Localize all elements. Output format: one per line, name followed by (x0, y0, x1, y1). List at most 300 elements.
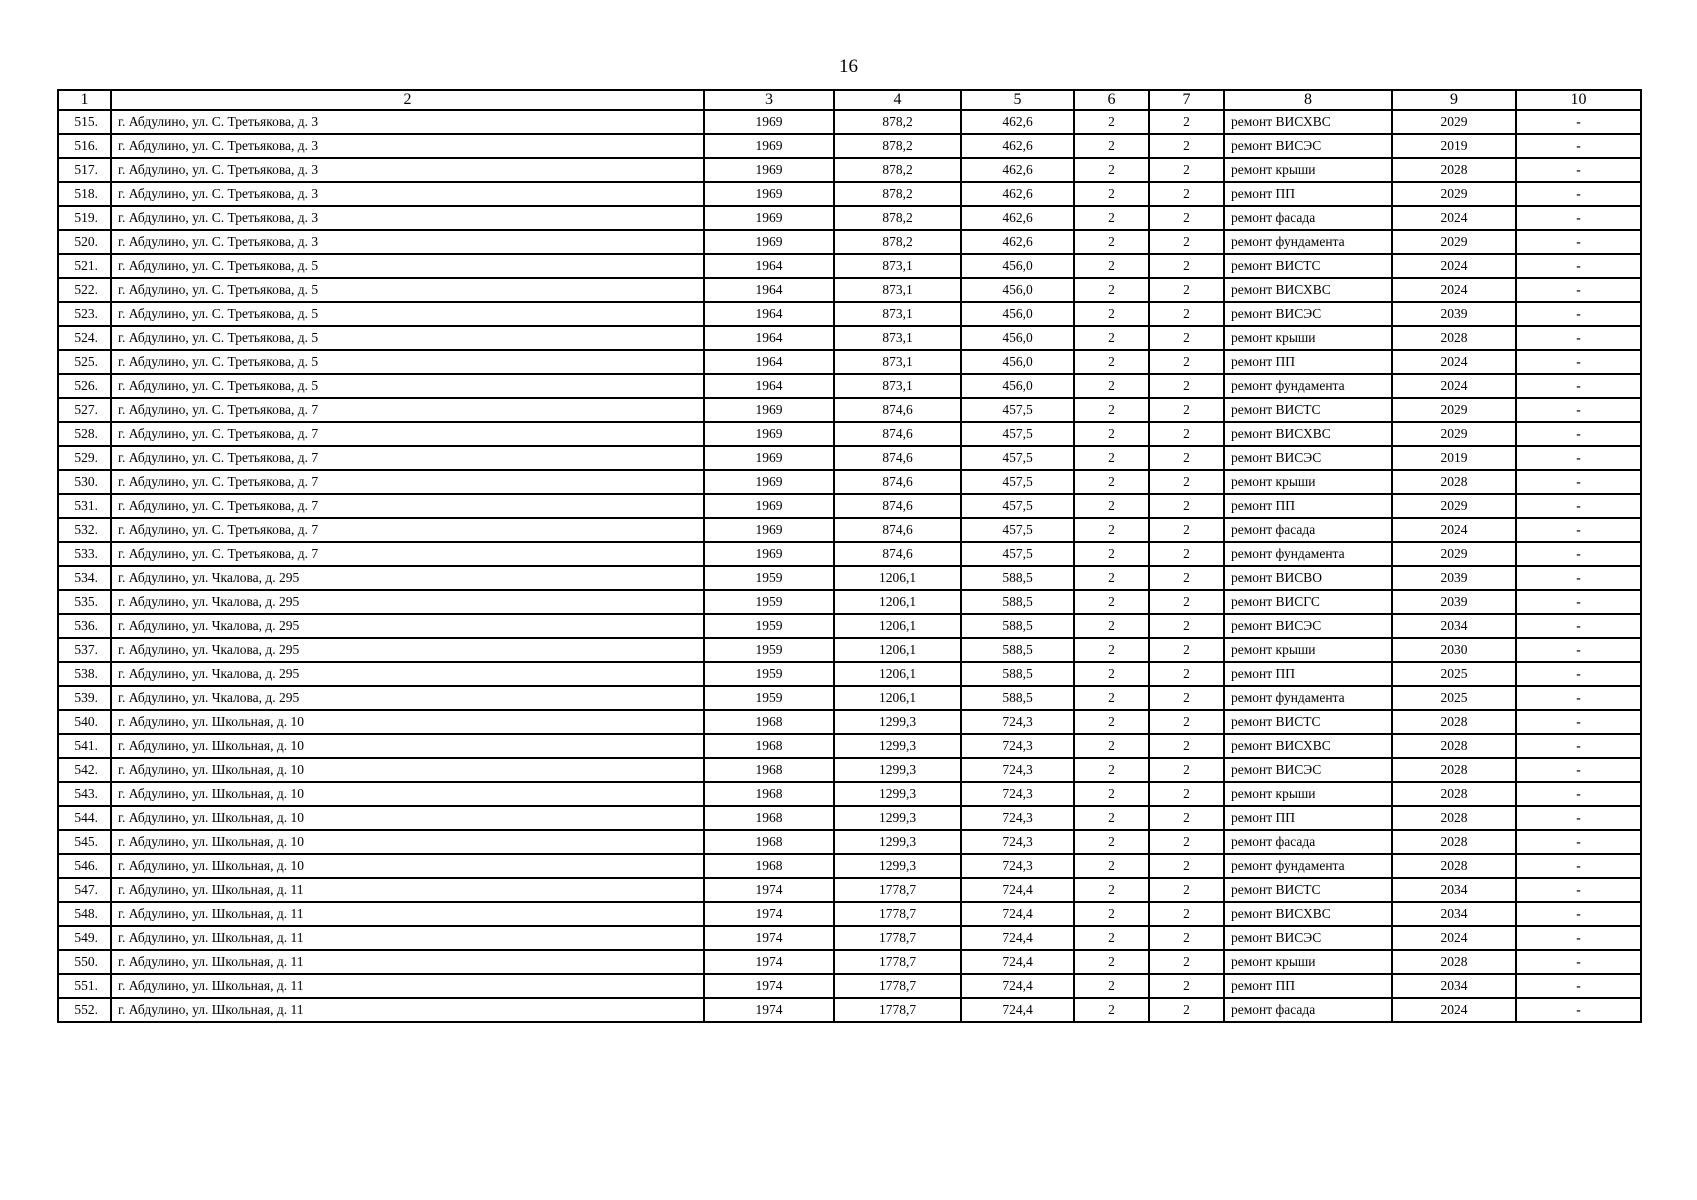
row-number-cell: 522. (58, 278, 111, 302)
entrances-cell: 2 (1149, 710, 1224, 734)
address-cell: г. Абдулино, ул. С. Третьякова, д. 5 (111, 350, 704, 374)
floors-cell: 2 (1074, 542, 1149, 566)
row-number-cell: 531. (58, 494, 111, 518)
note-cell: - (1516, 734, 1641, 758)
entrances-cell: 2 (1149, 446, 1224, 470)
table-row (58, 326, 1641, 350)
work-type-cell: ремонт фасада (1224, 518, 1392, 542)
table-row (58, 974, 1641, 998)
year-built-cell: 1974 (704, 878, 834, 902)
floors-cell: 2 (1074, 182, 1149, 206)
row-number-cell: 551. (58, 974, 111, 998)
row-number-cell: 518. (58, 182, 111, 206)
address-cell: г. Абдулино, ул. С. Третьякова, д. 3 (111, 206, 704, 230)
year-built-cell: 1969 (704, 470, 834, 494)
living-area-cell: 724,3 (961, 854, 1074, 878)
year-built-cell: 1969 (704, 230, 834, 254)
work-type-cell: ремонт ВИСХВС (1224, 902, 1392, 926)
living-area-cell: 588,5 (961, 662, 1074, 686)
table-row (58, 686, 1641, 710)
row-number-cell: 519. (58, 206, 111, 230)
living-area-cell: 457,5 (961, 422, 1074, 446)
total-area-cell: 1778,7 (834, 878, 961, 902)
table-row (58, 158, 1641, 182)
row-number-cell: 517. (58, 158, 111, 182)
note-cell: - (1516, 638, 1641, 662)
floors-cell: 2 (1074, 134, 1149, 158)
work-type-cell: ремонт ПП (1224, 974, 1392, 998)
work-type-cell: ремонт фасада (1224, 830, 1392, 854)
planned-year-cell: 2024 (1392, 926, 1516, 950)
column-header: 8 (1224, 90, 1392, 110)
total-area-cell: 874,6 (834, 398, 961, 422)
floors-cell: 2 (1074, 230, 1149, 254)
planned-year-cell: 2034 (1392, 902, 1516, 926)
year-built-cell: 1974 (704, 926, 834, 950)
living-area-cell: 462,6 (961, 134, 1074, 158)
total-area-cell: 1206,1 (834, 590, 961, 614)
table-row (58, 878, 1641, 902)
year-built-cell: 1964 (704, 278, 834, 302)
table-row (58, 470, 1641, 494)
table-row (58, 278, 1641, 302)
page-number: 16 (839, 56, 858, 77)
table-row (58, 662, 1641, 686)
note-cell: - (1516, 758, 1641, 782)
address-cell: г. Абдулино, ул. Школьная, д. 10 (111, 782, 704, 806)
total-area-cell: 1206,1 (834, 614, 961, 638)
entrances-cell: 2 (1149, 470, 1224, 494)
total-area-cell: 1778,7 (834, 926, 961, 950)
living-area-cell: 724,3 (961, 830, 1074, 854)
floors-cell: 2 (1074, 662, 1149, 686)
address-cell: г. Абдулино, ул. С. Третьякова, д. 7 (111, 518, 704, 542)
address-cell: г. Абдулино, ул. С. Третьякова, д. 7 (111, 494, 704, 518)
floors-cell: 2 (1074, 206, 1149, 230)
total-area-cell: 1206,1 (834, 686, 961, 710)
year-built-cell: 1969 (704, 518, 834, 542)
living-area-cell: 462,6 (961, 110, 1074, 134)
column-header: 3 (704, 90, 834, 110)
year-built-cell: 1974 (704, 902, 834, 926)
note-cell: - (1516, 806, 1641, 830)
planned-year-cell: 2029 (1392, 182, 1516, 206)
note-cell: - (1516, 614, 1641, 638)
floors-cell: 2 (1074, 110, 1149, 134)
floors-cell: 2 (1074, 830, 1149, 854)
total-area-cell: 878,2 (834, 110, 961, 134)
living-area-cell: 457,5 (961, 542, 1074, 566)
year-built-cell: 1969 (704, 110, 834, 134)
floors-cell: 2 (1074, 422, 1149, 446)
table-row (58, 182, 1641, 206)
note-cell: - (1516, 590, 1641, 614)
note-cell: - (1516, 230, 1641, 254)
year-built-cell: 1969 (704, 158, 834, 182)
table-row (58, 926, 1641, 950)
entrances-cell: 2 (1149, 494, 1224, 518)
planned-year-cell: 2028 (1392, 326, 1516, 350)
row-number-cell: 536. (58, 614, 111, 638)
year-built-cell: 1969 (704, 494, 834, 518)
address-cell: г. Абдулино, ул. Школьная, д. 10 (111, 734, 704, 758)
work-type-cell: ремонт ВИСЭС (1224, 758, 1392, 782)
year-built-cell: 1968 (704, 734, 834, 758)
floors-cell: 2 (1074, 518, 1149, 542)
living-area-cell: 588,5 (961, 638, 1074, 662)
address-cell: г. Абдулино, ул. Школьная, д. 10 (111, 758, 704, 782)
floors-cell: 2 (1074, 854, 1149, 878)
floors-cell: 2 (1074, 350, 1149, 374)
year-built-cell: 1959 (704, 638, 834, 662)
entrances-cell: 2 (1149, 830, 1224, 854)
living-area-cell: 456,0 (961, 302, 1074, 326)
row-number-cell: 515. (58, 110, 111, 134)
total-area-cell: 1778,7 (834, 950, 961, 974)
note-cell: - (1516, 422, 1641, 446)
entrances-cell: 2 (1149, 158, 1224, 182)
row-number-cell: 548. (58, 902, 111, 926)
entrances-cell: 2 (1149, 542, 1224, 566)
planned-year-cell: 2024 (1392, 350, 1516, 374)
address-cell: г. Абдулино, ул. Чкалова, д. 295 (111, 590, 704, 614)
work-type-cell: ремонт фасада (1224, 998, 1392, 1022)
entrances-cell: 2 (1149, 254, 1224, 278)
year-built-cell: 1959 (704, 662, 834, 686)
note-cell: - (1516, 398, 1641, 422)
work-type-cell: ремонт ВИСТС (1224, 398, 1392, 422)
note-cell: - (1516, 926, 1641, 950)
floors-cell: 2 (1074, 926, 1149, 950)
living-area-cell: 588,5 (961, 686, 1074, 710)
table-row (58, 830, 1641, 854)
floors-cell: 2 (1074, 758, 1149, 782)
note-cell: - (1516, 950, 1641, 974)
row-number-cell: 537. (58, 638, 111, 662)
address-cell: г. Абдулино, ул. Школьная, д. 11 (111, 974, 704, 998)
floors-cell: 2 (1074, 950, 1149, 974)
note-cell: - (1516, 254, 1641, 278)
living-area-cell: 462,6 (961, 206, 1074, 230)
year-built-cell: 1969 (704, 542, 834, 566)
total-area-cell: 873,1 (834, 374, 961, 398)
total-area-cell: 1299,3 (834, 734, 961, 758)
floors-cell: 2 (1074, 566, 1149, 590)
table-row (58, 998, 1641, 1022)
floors-cell: 2 (1074, 494, 1149, 518)
table-row (58, 854, 1641, 878)
year-built-cell: 1964 (704, 374, 834, 398)
work-type-cell: ремонт ВИСТС (1224, 254, 1392, 278)
year-built-cell: 1969 (704, 398, 834, 422)
table-row (58, 806, 1641, 830)
note-cell: - (1516, 566, 1641, 590)
table-row (58, 758, 1641, 782)
address-cell: г. Абдулино, ул. Школьная, д. 11 (111, 998, 704, 1022)
column-header: 7 (1149, 90, 1224, 110)
total-area-cell: 873,1 (834, 302, 961, 326)
note-cell: - (1516, 470, 1641, 494)
planned-year-cell: 2024 (1392, 374, 1516, 398)
work-type-cell: ремонт крыши (1224, 158, 1392, 182)
entrances-cell: 2 (1149, 566, 1224, 590)
address-cell: г. Абдулино, ул. Школьная, д. 11 (111, 950, 704, 974)
planned-year-cell: 2028 (1392, 158, 1516, 182)
floors-cell: 2 (1074, 446, 1149, 470)
total-area-cell: 878,2 (834, 206, 961, 230)
address-cell: г. Абдулино, ул. С. Третьякова, д. 5 (111, 374, 704, 398)
living-area-cell: 462,6 (961, 158, 1074, 182)
entrances-cell: 2 (1149, 974, 1224, 998)
living-area-cell: 588,5 (961, 590, 1074, 614)
total-area-cell: 1206,1 (834, 662, 961, 686)
living-area-cell: 456,0 (961, 278, 1074, 302)
living-area-cell: 724,4 (961, 950, 1074, 974)
note-cell: - (1516, 686, 1641, 710)
address-cell: г. Абдулино, ул. С. Третьякова, д. 7 (111, 446, 704, 470)
note-cell: - (1516, 374, 1641, 398)
living-area-cell: 456,0 (961, 326, 1074, 350)
address-cell: г. Абдулино, ул. С. Третьякова, д. 5 (111, 278, 704, 302)
address-cell: г. Абдулино, ул. Чкалова, д. 295 (111, 566, 704, 590)
living-area-cell: 588,5 (961, 566, 1074, 590)
table-row (58, 302, 1641, 326)
table-row (58, 782, 1641, 806)
capital-repair-table (57, 89, 1642, 1023)
work-type-cell: ремонт фундамента (1224, 374, 1392, 398)
row-number-cell: 524. (58, 326, 111, 350)
row-number-cell: 526. (58, 374, 111, 398)
planned-year-cell: 2024 (1392, 518, 1516, 542)
address-cell: г. Абдулино, ул. Школьная, д. 11 (111, 902, 704, 926)
year-built-cell: 1968 (704, 806, 834, 830)
floors-cell: 2 (1074, 686, 1149, 710)
entrances-cell: 2 (1149, 278, 1224, 302)
address-cell: г. Абдулино, ул. Школьная, д. 10 (111, 830, 704, 854)
total-area-cell: 874,6 (834, 542, 961, 566)
note-cell: - (1516, 854, 1641, 878)
table-row (58, 950, 1641, 974)
note-cell: - (1516, 782, 1641, 806)
entrances-cell: 2 (1149, 806, 1224, 830)
work-type-cell: ремонт крыши (1224, 782, 1392, 806)
entrances-cell: 2 (1149, 662, 1224, 686)
total-area-cell: 1778,7 (834, 974, 961, 998)
floors-cell: 2 (1074, 638, 1149, 662)
floors-cell: 2 (1074, 302, 1149, 326)
planned-year-cell: 2030 (1392, 638, 1516, 662)
total-area-cell: 874,6 (834, 422, 961, 446)
work-type-cell: ремонт крыши (1224, 326, 1392, 350)
address-cell: г. Абдулино, ул. С. Третьякова, д. 7 (111, 470, 704, 494)
planned-year-cell: 2028 (1392, 830, 1516, 854)
year-built-cell: 1968 (704, 758, 834, 782)
total-area-cell: 1299,3 (834, 806, 961, 830)
row-number-cell: 528. (58, 422, 111, 446)
table-row (58, 398, 1641, 422)
year-built-cell: 1964 (704, 254, 834, 278)
address-cell: г. Абдулино, ул. Чкалова, д. 295 (111, 686, 704, 710)
note-cell: - (1516, 902, 1641, 926)
note-cell: - (1516, 710, 1641, 734)
planned-year-cell: 2039 (1392, 566, 1516, 590)
address-cell: г. Абдулино, ул. Чкалова, д. 295 (111, 614, 704, 638)
year-built-cell: 1969 (704, 446, 834, 470)
row-number-cell: 520. (58, 230, 111, 254)
planned-year-cell: 2028 (1392, 950, 1516, 974)
planned-year-cell: 2029 (1392, 398, 1516, 422)
table-row (58, 110, 1641, 134)
entrances-cell: 2 (1149, 758, 1224, 782)
note-cell: - (1516, 278, 1641, 302)
row-number-cell: 540. (58, 710, 111, 734)
entrances-cell: 2 (1149, 926, 1224, 950)
address-cell: г. Абдулино, ул. Школьная, д. 11 (111, 926, 704, 950)
floors-cell: 2 (1074, 998, 1149, 1022)
planned-year-cell: 2024 (1392, 206, 1516, 230)
planned-year-cell: 2034 (1392, 614, 1516, 638)
row-number-cell: 549. (58, 926, 111, 950)
floors-cell: 2 (1074, 278, 1149, 302)
floors-cell: 2 (1074, 974, 1149, 998)
address-cell: г. Абдулино, ул. С. Третьякова, д. 3 (111, 110, 704, 134)
entrances-cell: 2 (1149, 854, 1224, 878)
total-area-cell: 1206,1 (834, 566, 961, 590)
floors-cell: 2 (1074, 254, 1149, 278)
total-area-cell: 878,2 (834, 230, 961, 254)
work-type-cell: ремонт фундамента (1224, 542, 1392, 566)
floors-cell: 2 (1074, 398, 1149, 422)
work-type-cell: ремонт ВИСЭС (1224, 302, 1392, 326)
total-area-cell: 873,1 (834, 326, 961, 350)
entrances-cell: 2 (1149, 182, 1224, 206)
living-area-cell: 462,6 (961, 182, 1074, 206)
living-area-cell: 457,5 (961, 398, 1074, 422)
table-row (58, 566, 1641, 590)
entrances-cell: 2 (1149, 686, 1224, 710)
living-area-cell: 724,4 (961, 878, 1074, 902)
entrances-cell: 2 (1149, 206, 1224, 230)
column-header: 6 (1074, 90, 1149, 110)
year-built-cell: 1969 (704, 134, 834, 158)
column-header: 5 (961, 90, 1074, 110)
address-cell: г. Абдулино, ул. С. Третьякова, д. 5 (111, 302, 704, 326)
note-cell: - (1516, 830, 1641, 854)
row-number-cell: 532. (58, 518, 111, 542)
address-cell: г. Абдулино, ул. С. Третьякова, д. 7 (111, 398, 704, 422)
living-area-cell: 724,4 (961, 926, 1074, 950)
note-cell: - (1516, 878, 1641, 902)
living-area-cell: 588,5 (961, 614, 1074, 638)
planned-year-cell: 2028 (1392, 470, 1516, 494)
address-cell: г. Абдулино, ул. С. Третьякова, д. 3 (111, 230, 704, 254)
total-area-cell: 1299,3 (834, 782, 961, 806)
row-number-cell: 545. (58, 830, 111, 854)
year-built-cell: 1968 (704, 854, 834, 878)
table-row (58, 350, 1641, 374)
floors-cell: 2 (1074, 326, 1149, 350)
work-type-cell: ремонт ВИСЭС (1224, 926, 1392, 950)
planned-year-cell: 2025 (1392, 662, 1516, 686)
table-row (58, 734, 1641, 758)
row-number-cell: 547. (58, 878, 111, 902)
entrances-cell: 2 (1149, 950, 1224, 974)
planned-year-cell: 2028 (1392, 806, 1516, 830)
note-cell: - (1516, 518, 1641, 542)
floors-cell: 2 (1074, 734, 1149, 758)
total-area-cell: 1299,3 (834, 710, 961, 734)
total-area-cell: 878,2 (834, 182, 961, 206)
planned-year-cell: 2028 (1392, 758, 1516, 782)
living-area-cell: 457,5 (961, 470, 1074, 494)
work-type-cell: ремонт крыши (1224, 470, 1392, 494)
year-built-cell: 1974 (704, 998, 834, 1022)
note-cell: - (1516, 182, 1641, 206)
table-row (58, 590, 1641, 614)
entrances-cell: 2 (1149, 374, 1224, 398)
planned-year-cell: 2039 (1392, 302, 1516, 326)
total-area-cell: 873,1 (834, 350, 961, 374)
total-area-cell: 1206,1 (834, 638, 961, 662)
entrances-cell: 2 (1149, 302, 1224, 326)
table-header (58, 90, 1641, 110)
planned-year-cell: 2029 (1392, 494, 1516, 518)
year-built-cell: 1974 (704, 950, 834, 974)
living-area-cell: 724,4 (961, 998, 1074, 1022)
row-number-cell: 534. (58, 566, 111, 590)
address-cell: г. Абдулино, ул. С. Третьякова, д. 3 (111, 182, 704, 206)
entrances-cell: 2 (1149, 782, 1224, 806)
row-number-cell: 530. (58, 470, 111, 494)
row-number-cell: 529. (58, 446, 111, 470)
planned-year-cell: 2024 (1392, 254, 1516, 278)
year-built-cell: 1964 (704, 350, 834, 374)
address-cell: г. Абдулино, ул. Школьная, д. 10 (111, 710, 704, 734)
planned-year-cell: 2039 (1392, 590, 1516, 614)
table-row (58, 134, 1641, 158)
note-cell: - (1516, 446, 1641, 470)
note-cell: - (1516, 350, 1641, 374)
row-number-cell: 546. (58, 854, 111, 878)
entrances-cell: 2 (1149, 110, 1224, 134)
address-cell: г. Абдулино, ул. С. Третьякова, д. 3 (111, 134, 704, 158)
note-cell: - (1516, 206, 1641, 230)
entrances-cell: 2 (1149, 998, 1224, 1022)
address-cell: г. Абдулино, ул. Школьная, д. 10 (111, 806, 704, 830)
living-area-cell: 457,5 (961, 494, 1074, 518)
year-built-cell: 1964 (704, 326, 834, 350)
floors-cell: 2 (1074, 878, 1149, 902)
address-cell: г. Абдулино, ул. Школьная, д. 11 (111, 878, 704, 902)
entrances-cell: 2 (1149, 230, 1224, 254)
row-number-cell: 543. (58, 782, 111, 806)
entrances-cell: 2 (1149, 134, 1224, 158)
note-cell: - (1516, 134, 1641, 158)
note-cell: - (1516, 542, 1641, 566)
entrances-cell: 2 (1149, 422, 1224, 446)
note-cell: - (1516, 326, 1641, 350)
work-type-cell: ремонт фундамента (1224, 686, 1392, 710)
address-cell: г. Абдулино, ул. Школьная, д. 10 (111, 854, 704, 878)
row-number-cell: 516. (58, 134, 111, 158)
note-cell: - (1516, 110, 1641, 134)
header-row (58, 90, 1641, 110)
floors-cell: 2 (1074, 902, 1149, 926)
row-number-cell: 552. (58, 998, 111, 1022)
year-built-cell: 1969 (704, 422, 834, 446)
living-area-cell: 456,0 (961, 350, 1074, 374)
work-type-cell: ремонт ВИСЭС (1224, 614, 1392, 638)
